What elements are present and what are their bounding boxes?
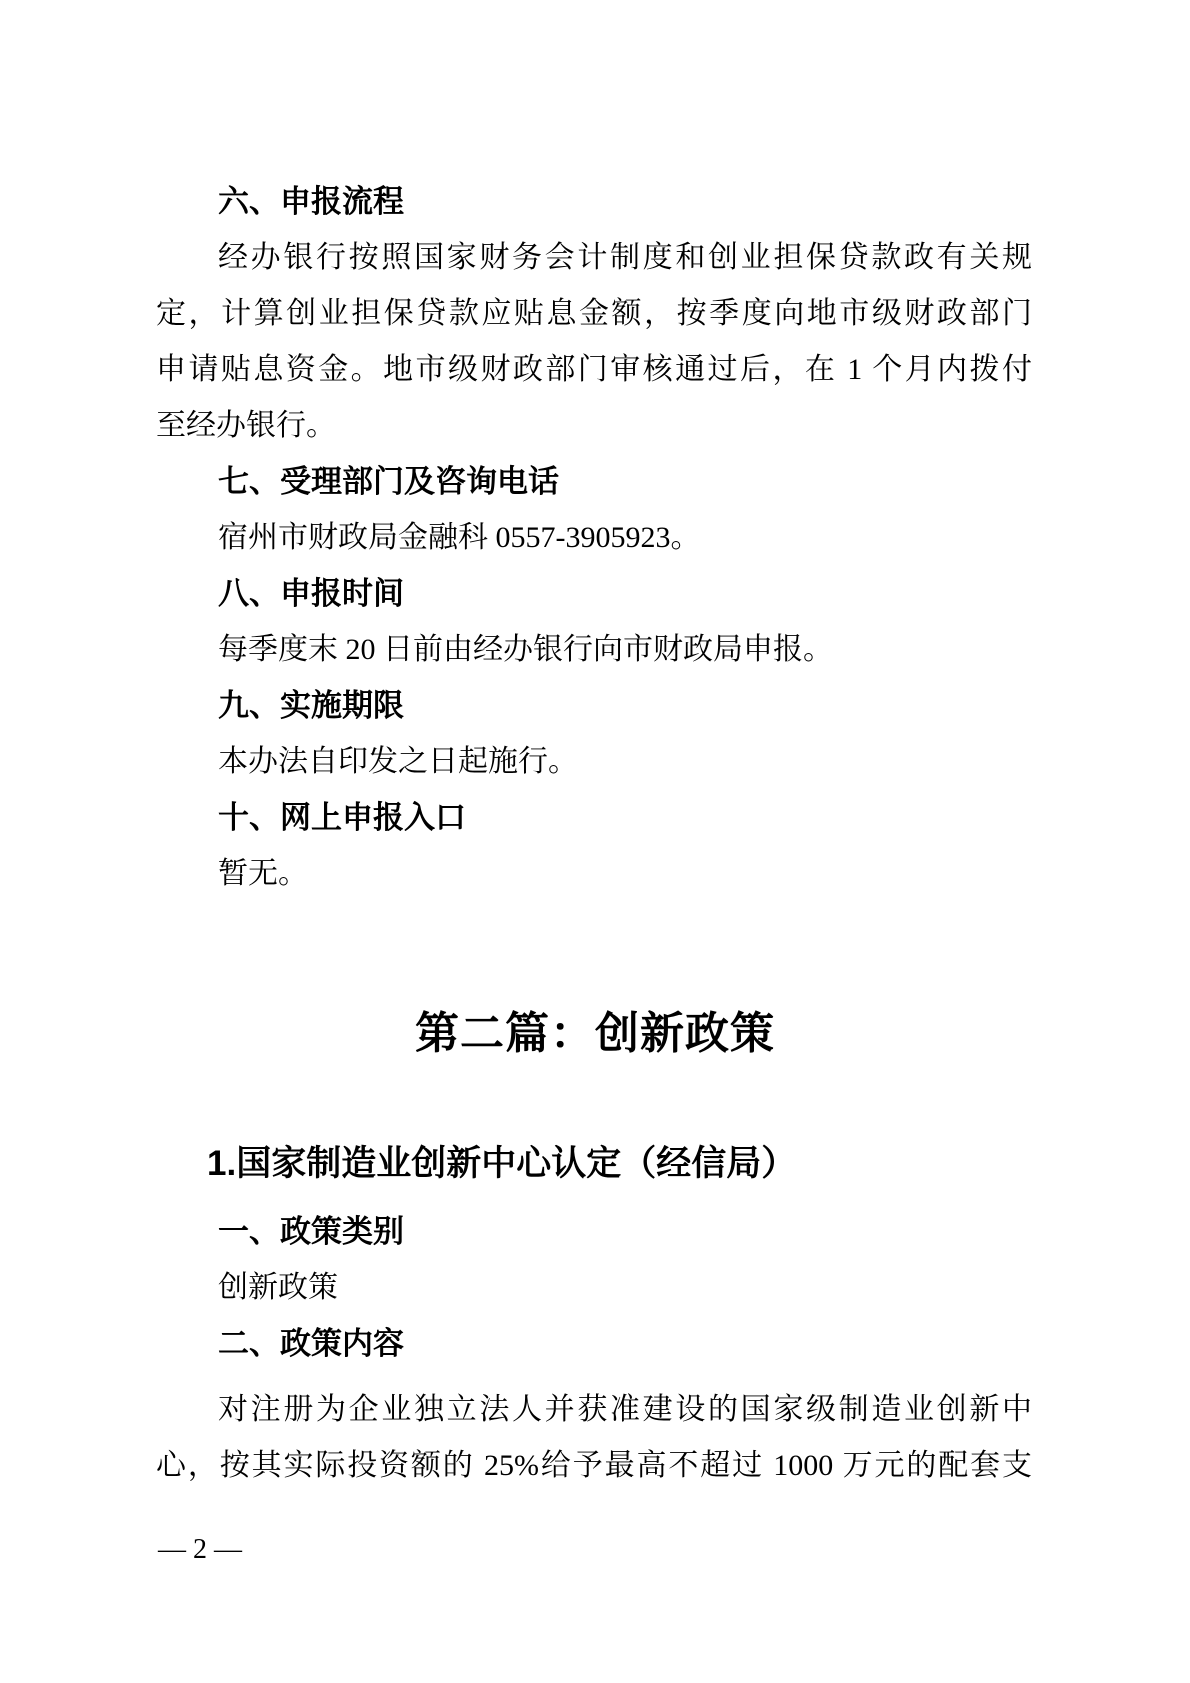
policy-title: 1.国家制造业创新中心认定（经信局）: [207, 1144, 797, 1183]
paragraph-line: 宿州市财政局金融科 0557-3905923。: [218, 521, 701, 554]
paragraph-line: 心，按其实际投资额的 25%给予最高不超过 1000 万元的配套支: [156, 1449, 1032, 1482]
section-heading-9: 九、实施期限: [218, 688, 404, 723]
section-heading-10: 十、网上申报入口: [218, 800, 466, 835]
paragraph-line: 暂无。: [218, 857, 308, 890]
paragraph-line: 对注册为企业独立法人并获准建设的国家级制造业创新中: [218, 1393, 1032, 1426]
paragraph-line: 经办银行按照国家财务会计制度和创业担保贷款政有关规: [218, 241, 1032, 274]
policy-section-heading-1: 一、政策类别: [218, 1214, 404, 1249]
part-title: 第二篇：创新政策: [415, 1009, 775, 1058]
paragraph-line: 至经办银行。: [156, 409, 336, 442]
paragraph-line: 每季度末 20 日前由经办银行向市财政局申报。: [218, 633, 833, 666]
page-number: — 2 —: [158, 1534, 242, 1565]
policy-section-heading-2: 二、政策内容: [218, 1326, 404, 1361]
section-heading-8: 八、申报时间: [218, 576, 404, 611]
section-heading-6: 六、申报流程: [218, 184, 404, 219]
paragraph-line: 创新政策: [218, 1271, 338, 1304]
paragraph-line: 本办法自印发之日起施行。: [218, 745, 578, 778]
section-heading-7: 七、受理部门及咨询电话: [218, 464, 559, 499]
paragraph-line: 申请贴息资金。地市级财政部门审核通过后，在 1 个月内拨付: [156, 353, 1032, 386]
paragraph-line: 定，计算创业担保贷款应贴息金额，按季度向地市级财政部门: [156, 297, 1032, 330]
